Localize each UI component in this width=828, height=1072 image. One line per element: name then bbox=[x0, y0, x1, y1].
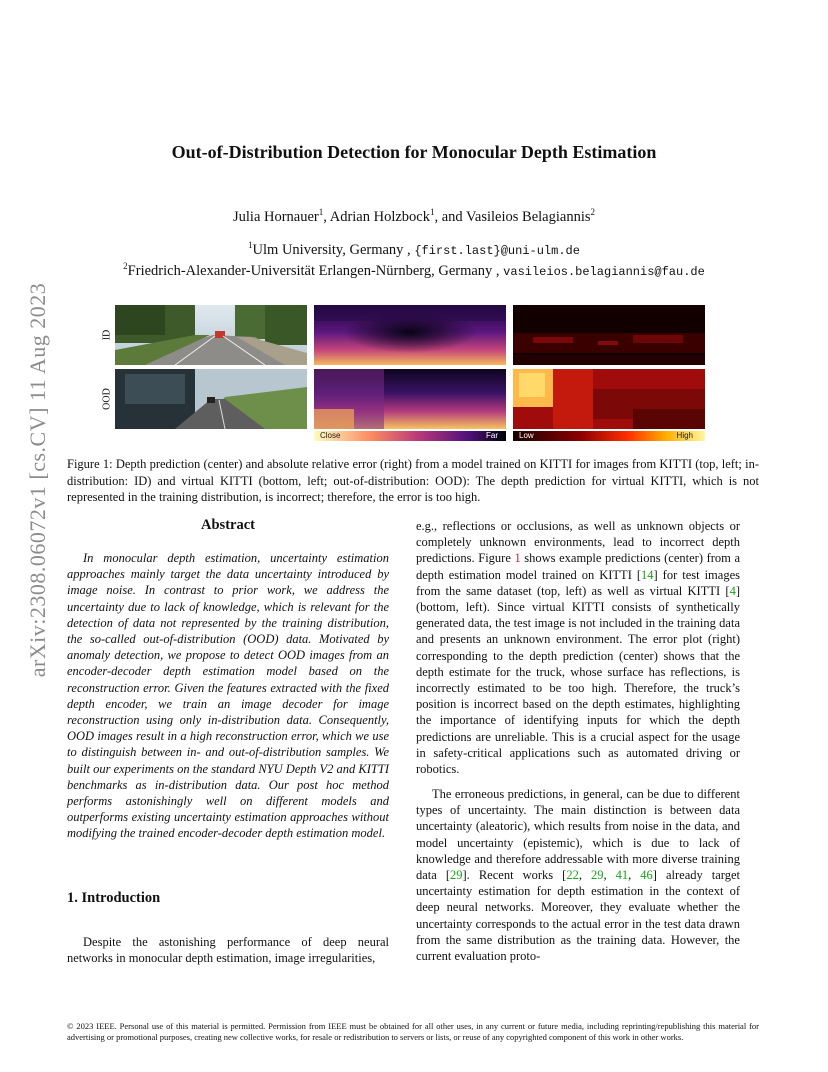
author-3-affil-mark: 2 bbox=[590, 207, 595, 217]
citation-link[interactable]: 22 bbox=[566, 868, 579, 883]
affiliation-2-text: Friedrich-Alexander-Universität Erlangen-Nürnberg, Germany , bbox=[127, 262, 500, 279]
arxiv-identifier bbox=[18, 282, 58, 678]
affiliation-2-mark: 2 bbox=[123, 261, 128, 271]
colorbar-error-high: High bbox=[676, 431, 693, 440]
citation-link[interactable]: 41 bbox=[615, 868, 629, 883]
copyright-footer: © 2023 IEEE. Personal use of this material is permitted. Permission from IEEE must be obtained for all other uses, in any current or future media, including reprinting/republishing this material for advertising or promotional purposes, creating new collective works, for resale or redistribution to servers or lists, or reuse of any copyrighted component of this work in other works. bbox=[67, 1021, 759, 1042]
image-ood-error bbox=[513, 369, 705, 429]
colorbar-error bbox=[513, 431, 705, 441]
figure-1 bbox=[100, 303, 710, 445]
author-1-affil-mark: 1 bbox=[318, 207, 324, 217]
introduction-left-text: Despite the astonishing performance of deep neural networks in monocular depth estimation, image irregularities, bbox=[67, 935, 389, 966]
author-separator: , and bbox=[434, 208, 467, 225]
affiliation-1-mark: 1 bbox=[248, 240, 253, 250]
image-ood-rgb bbox=[115, 369, 307, 429]
author-3: Vasileios Belagiannis bbox=[466, 208, 591, 225]
affiliation-2-email: vasileios.belagiannis@fau.de bbox=[503, 264, 705, 279]
author-separator: , bbox=[323, 208, 330, 225]
introduction-right-paragraph-2: The erroneous predictions, in general, can be due to different types of uncertainty. The main distinction is between data uncertainty (aleatoric), which results from noise in the data, and model uncertainty (epistemic), which is due to lack of knowledge and therefore addressable with more diverse training data [29]. Recent works [22, 29, 41, 46] already target uncertainty estimation for depth estimation in the context of deep neural networks. Moreover, they evaluate whether the uncertainty corresponds to the actual error in the test data drawn from the same distribution as the training data. However, the current evaluation proto- bbox=[416, 787, 741, 964]
author-1: Julia Hornauer bbox=[233, 208, 319, 225]
citation-link[interactable]: 29 bbox=[590, 868, 604, 883]
introduction-right-paragraph-1: e.g., reflections or occlusions, as well as unknown objects or completely unknown environments, lead to incorrect depth predictions. Figure 1 shows example predictions (center) from a depth estimation model trained on KITTI [14] for test images from the same dataset (top, left) as well as virtual KITTI [4] (bottom, left). Since virtual KITTI consists of synthetically generated data, the test image is not included in the training data and presents an unknown environment. The error plot (right) corresponding to the depth prediction (center) shows that the depth estimate for the truck, whose surface has reflections, is incorrectly estimated to be too high. Therefore, the truck’s position is incorrect based on the depth estimates, highlighting the importance of identifying inputs for which the depth predictions are unreliable. This is a crucial aspect for the usage in safety-critical applications such as automated driving or robotics. bbox=[416, 519, 740, 777]
abstract-text: In monocular depth estimation, uncertainty estimation approaches mainly target the data uncertainty introduced by image noise. In contrast to prior work, we address the uncertainty due to lack of knowledge, which is relevant for the detection of data not represented by the training distribution, the so-called out-of-distribution (OOD) data. Motivated by anomaly detection, we propose to detect OOD images from an encoder-decoder depth estimation model based on the reconstruction error. Given the features extracted with the fixed depth encoder, we train an image decoder for image reconstruction using only in-distribution data. Consequently, OOD images result in a high reconstruction error, which we use to distinguish between in- and out-of-distribution samples. We built our experiments on the standard NYU Depth V2 and KITTI benchmarks as in-distribution data. Our post hoc method performs astonishingly well on different models and outperforms existing uncertainty estimation approaches without modifying the trained encoder-decoder depth estimation model. bbox=[67, 551, 389, 841]
author-2: Adrian Holzbock bbox=[329, 208, 430, 225]
author-line bbox=[0, 207, 828, 226]
citation-link[interactable]: 14 bbox=[641, 567, 654, 582]
citation-link[interactable]: 46 bbox=[640, 868, 653, 883]
citation-link[interactable]: 4 bbox=[729, 583, 736, 598]
affiliation-1-email: {first.last}@uni-ulm.de bbox=[414, 243, 580, 258]
colorbar-depth bbox=[314, 431, 506, 441]
image-id-depth bbox=[314, 305, 506, 365]
figure-1-reference-link[interactable]: 1 bbox=[514, 551, 521, 566]
colorbar-error-low: Low bbox=[519, 431, 534, 440]
image-ood-depth bbox=[314, 369, 506, 429]
image-id-error bbox=[513, 305, 705, 365]
author-2-affil-mark: 1 bbox=[429, 207, 435, 217]
paper-title: Out-of-Distribution Detection for Monocular Depth Estimation bbox=[171, 142, 657, 162]
arxiv-identifier-text: arXiv:2308.06072v1 [cs.CV] 11 Aug 2023 bbox=[25, 282, 50, 678]
affiliation-2 bbox=[0, 261, 828, 280]
figure-1-caption: Figure 1: Depth prediction (center) and absolute relative error (right) from a model trained on KITTI for images from KITTI (top, left; in-distribution: ID) and virtual KITTI (bottom, left; out-of-distribution: OOD): The depth prediction for virtual KITTI, which is not represented in the training distribution, is incorrect; therefore, the error is too high. bbox=[67, 457, 759, 504]
introduction-heading: 1. Introduction bbox=[67, 890, 161, 906]
row-label-id: ID bbox=[101, 329, 113, 341]
abstract-heading: Abstract bbox=[201, 517, 255, 533]
colorbar-depth-low: Close bbox=[320, 431, 341, 440]
colorbar-depth-high: Far bbox=[486, 431, 498, 440]
citation-link[interactable]: 29 bbox=[450, 868, 463, 883]
affiliation-1-text: Ulm University, Germany , bbox=[252, 241, 411, 258]
image-id-rgb bbox=[115, 305, 307, 365]
affiliation-1 bbox=[0, 240, 828, 259]
row-label-ood: OOD bbox=[101, 388, 113, 410]
